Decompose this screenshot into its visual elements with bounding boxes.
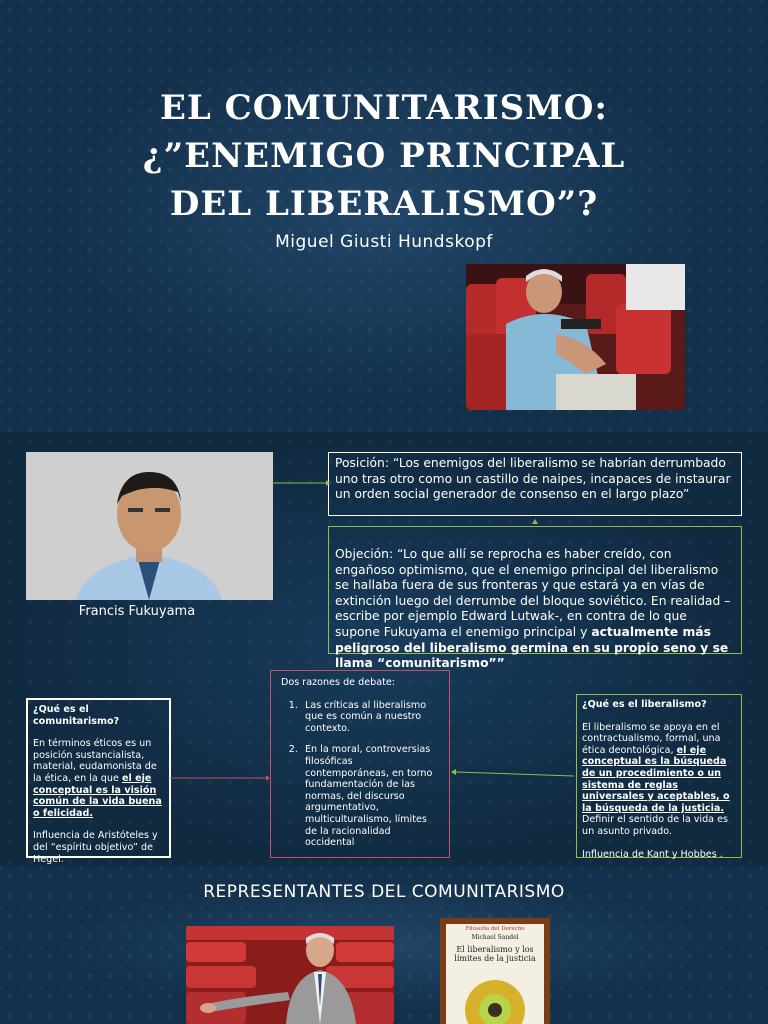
- razones-heading: Dos razones de debate:: [281, 677, 395, 688]
- razones-box: [270, 670, 450, 858]
- speaker-photo: [466, 264, 685, 410]
- objecion-emphasis: actualmente más peligroso del liberalismo germina en su propio seno y se llama “comunitarismo””: [335, 624, 729, 671]
- liberalismo-text: El liberalismo se apoya en el contractualismo, formal, una ética deontológica,: [582, 721, 721, 756]
- representantes-title: REPRESENTANTES DEL COMUNITARISMO: [203, 882, 565, 902]
- liberalismo-definition: [582, 722, 736, 838]
- comunitarismo-eje: el eje conceptual es la visión común de la vida buena o felicidad.: [33, 772, 162, 819]
- comunitarismo-definition: [33, 738, 164, 819]
- representantes-slide: [0, 866, 768, 1024]
- liberalismo-heading: ¿Qué es el liberalismo?: [582, 699, 707, 710]
- razon-item: 2. En la moral, controversias filosóficas contemporáneas, en torno fundamentación de las normas, del discurso argumentativo, multiculturalismo, límites de la racionalidad occidental: [301, 744, 439, 848]
- debate-slide: [0, 432, 768, 866]
- comunitarismo-influence: Influencia de Aristóteles y del “espíritu objetivo” de Hegel.: [33, 830, 158, 865]
- title-slide: [0, 0, 768, 432]
- razon-item: 1. Las críticas al liberalismo que es común a nuestro contexto.: [301, 700, 439, 735]
- liberalismo-text-after: Definir el sentido de la vida es un asunto privado.: [582, 814, 729, 837]
- title-line-2: ¿”ENEMIGO PRINCIPAL: [142, 136, 626, 176]
- title-line-3: DEL LIBERALISMO”?: [169, 184, 599, 224]
- title-line-1: EL COMUNITARISMO:: [160, 88, 608, 128]
- liberalismo-influence: Influencia de Kant y Hobbes .: [582, 848, 723, 860]
- objecion-text: Objeción: “Lo que allí se reprocha es haber creído, con engañoso optimismo, que el enemigo principal del liberalismo se hallaba fuera de sus fronteras y que estará ya en vías de extinción luego del derrumbe del bloque soviético. En realidad –escribe por ejemplo Edward Lutwak-, en contra de lo que supone Fukuyama el enemigo principal y: [335, 547, 731, 639]
- comunitarismo-text: En términos éticos es un posición sustancialista, material, eudamonista de la ética, en la que: [33, 738, 157, 784]
- posicion-box: Posición: “Los enemigos del liberalismo se habrían derrumbado uno tras otro como un castillo de naipes, incapaces de instaurar un orden social generador de consenso en el largo plazo”: [328, 452, 742, 516]
- fukuyama-photo: [26, 452, 273, 600]
- fukuyama-caption: Francis Fukuyama: [78, 604, 196, 619]
- sandel-photo: [186, 926, 394, 1024]
- connector-fukuyama-posicion: [270, 478, 330, 488]
- book-title: El liberalismo y los límites de la justicia: [454, 945, 536, 963]
- presentation-title: [40, 84, 728, 228]
- liberalismo-box: [576, 694, 742, 858]
- comunitarismo-heading: ¿Qué es el comunitarismo?: [33, 704, 120, 727]
- liberalismo-eje: el eje conceptual es la búsqueda de un procedimiento o un sistema de reglas universales y aceptables, o la búsqueda de la justicia.: [582, 744, 730, 814]
- razones-list: [281, 700, 439, 849]
- book-cover: [440, 918, 550, 1024]
- book-author: Michael Sandel: [471, 934, 519, 941]
- comunitarismo-box: [26, 698, 171, 865]
- objecion-box: [328, 526, 742, 671]
- connector-comunitarismo-razones: [170, 773, 272, 783]
- book-series: Filosofía del Derecho: [465, 926, 525, 932]
- connector-objecion-posicion: [530, 516, 540, 526]
- connector-liberalismo-razones: [450, 767, 578, 779]
- author-name: Miguel Giusti Hundskopf: [275, 232, 493, 252]
